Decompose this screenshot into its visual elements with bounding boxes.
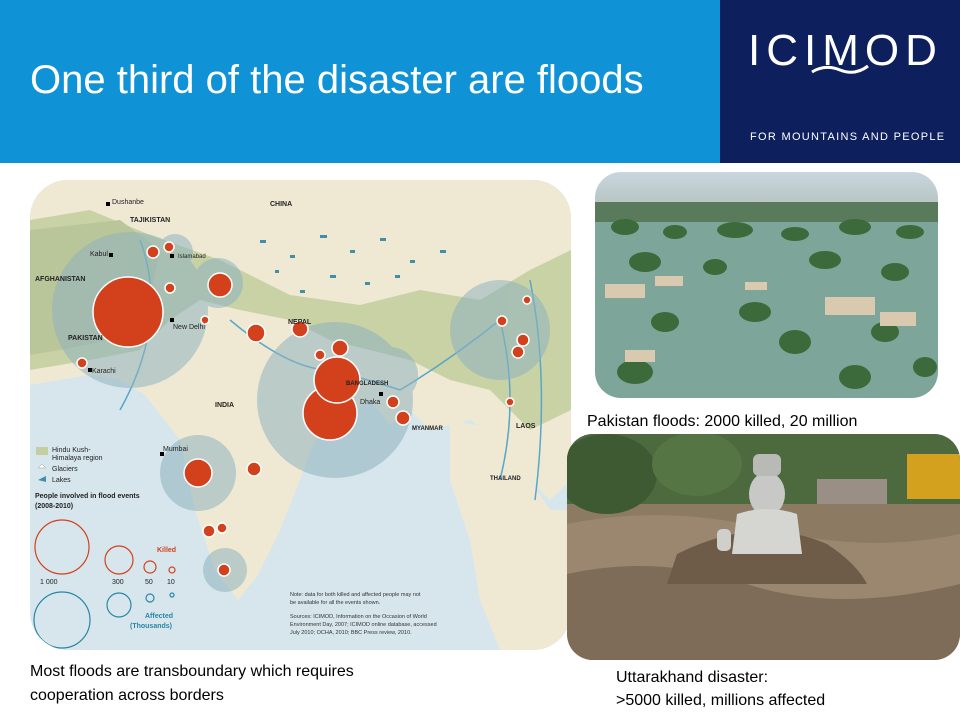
legend-scale-50: 50 xyxy=(145,579,153,586)
logo-panel xyxy=(720,0,960,163)
label-kabul: Kabul xyxy=(90,251,108,258)
legend-lakes: Lakes xyxy=(52,477,71,484)
map-caption-line1: Most floods are transboundary which requires xyxy=(30,663,354,680)
legend-scale-300: 300 xyxy=(112,579,124,586)
label-karachi: Karachi xyxy=(92,368,116,375)
label-nepal: NEPAL xyxy=(288,319,312,326)
icimod-logo: ICIMOD xyxy=(748,26,943,75)
title-bar xyxy=(0,0,720,163)
note-line2: be available for all the events shown. xyxy=(290,600,381,606)
legend-people-line1: People involved in flood events xyxy=(35,493,140,500)
legend-people-line2: (2008-2010) xyxy=(35,503,74,510)
label-new-delhi: New Delhi xyxy=(173,324,205,331)
legend-scale-1000: 1 000 xyxy=(40,579,58,586)
legend-affected: Affected xyxy=(145,613,174,620)
uttarakhand-flood-photo xyxy=(567,434,960,660)
pakistan-flood-photo xyxy=(595,172,938,398)
flood-map xyxy=(30,180,571,650)
legend-region-line1: Hindu Kush- xyxy=(52,447,91,454)
label-afghanistan: AFGHANISTAN xyxy=(35,276,86,283)
legend-thousands: (Thousands) xyxy=(130,623,172,630)
note-line5: July 2010; OCHA, 2010; BBC Press review, 2010. xyxy=(290,630,412,636)
label-bangladesh: BANGLADESH xyxy=(346,381,389,387)
label-china: CHINA xyxy=(270,201,293,208)
logo-tagline: FOR MOUNTAINS AND PEOPLE xyxy=(750,131,946,143)
label-dushanbe: Dushanbe xyxy=(112,199,144,206)
pakistan-flood-image xyxy=(595,172,938,398)
label-myanmar: MYANMAR xyxy=(412,426,443,432)
logo-wave-icon xyxy=(810,62,870,78)
label-dhaka: Dhaka xyxy=(360,399,381,406)
label-india: INDIA xyxy=(215,402,235,409)
uttarakhand-caption-line2: >5000 killed, millions affected xyxy=(616,692,826,709)
label-pakistan: PAKISTAN xyxy=(68,335,103,342)
label-laos: LAOS xyxy=(516,423,536,430)
map-caption-line2: cooperation across borders xyxy=(30,687,224,704)
flood-map-graphic xyxy=(30,180,571,650)
note-line1: Note: data for both killed and affected people may not xyxy=(290,592,421,598)
note-line3: Sources: ICIMOD, Information on the Occasion of World xyxy=(290,614,427,620)
uttarakhand-caption-line1: Uttarakhand disaster: xyxy=(616,669,769,686)
label-tajikistan: TAJIKISTAN xyxy=(130,217,171,224)
legend-glaciers: Glaciers xyxy=(52,466,78,473)
slide-title: One third of the disaster are floods xyxy=(30,58,644,102)
note-line4: Environment Day, 2007; ICIMOD online database, accessed xyxy=(290,622,437,628)
uttarakhand-flood-image xyxy=(567,434,960,660)
label-mumbai: Mumbai xyxy=(163,446,188,453)
legend-killed: Killed xyxy=(157,547,177,554)
legend-region-line2: Himalaya region xyxy=(52,455,103,462)
label-islamabad: Islamabad xyxy=(178,254,206,260)
label-thailand: THAILAND xyxy=(490,476,521,482)
pakistan-caption: Pakistan floods: 2000 killed, 20 million xyxy=(587,413,858,430)
legend-scale-10: 10 xyxy=(167,579,175,586)
